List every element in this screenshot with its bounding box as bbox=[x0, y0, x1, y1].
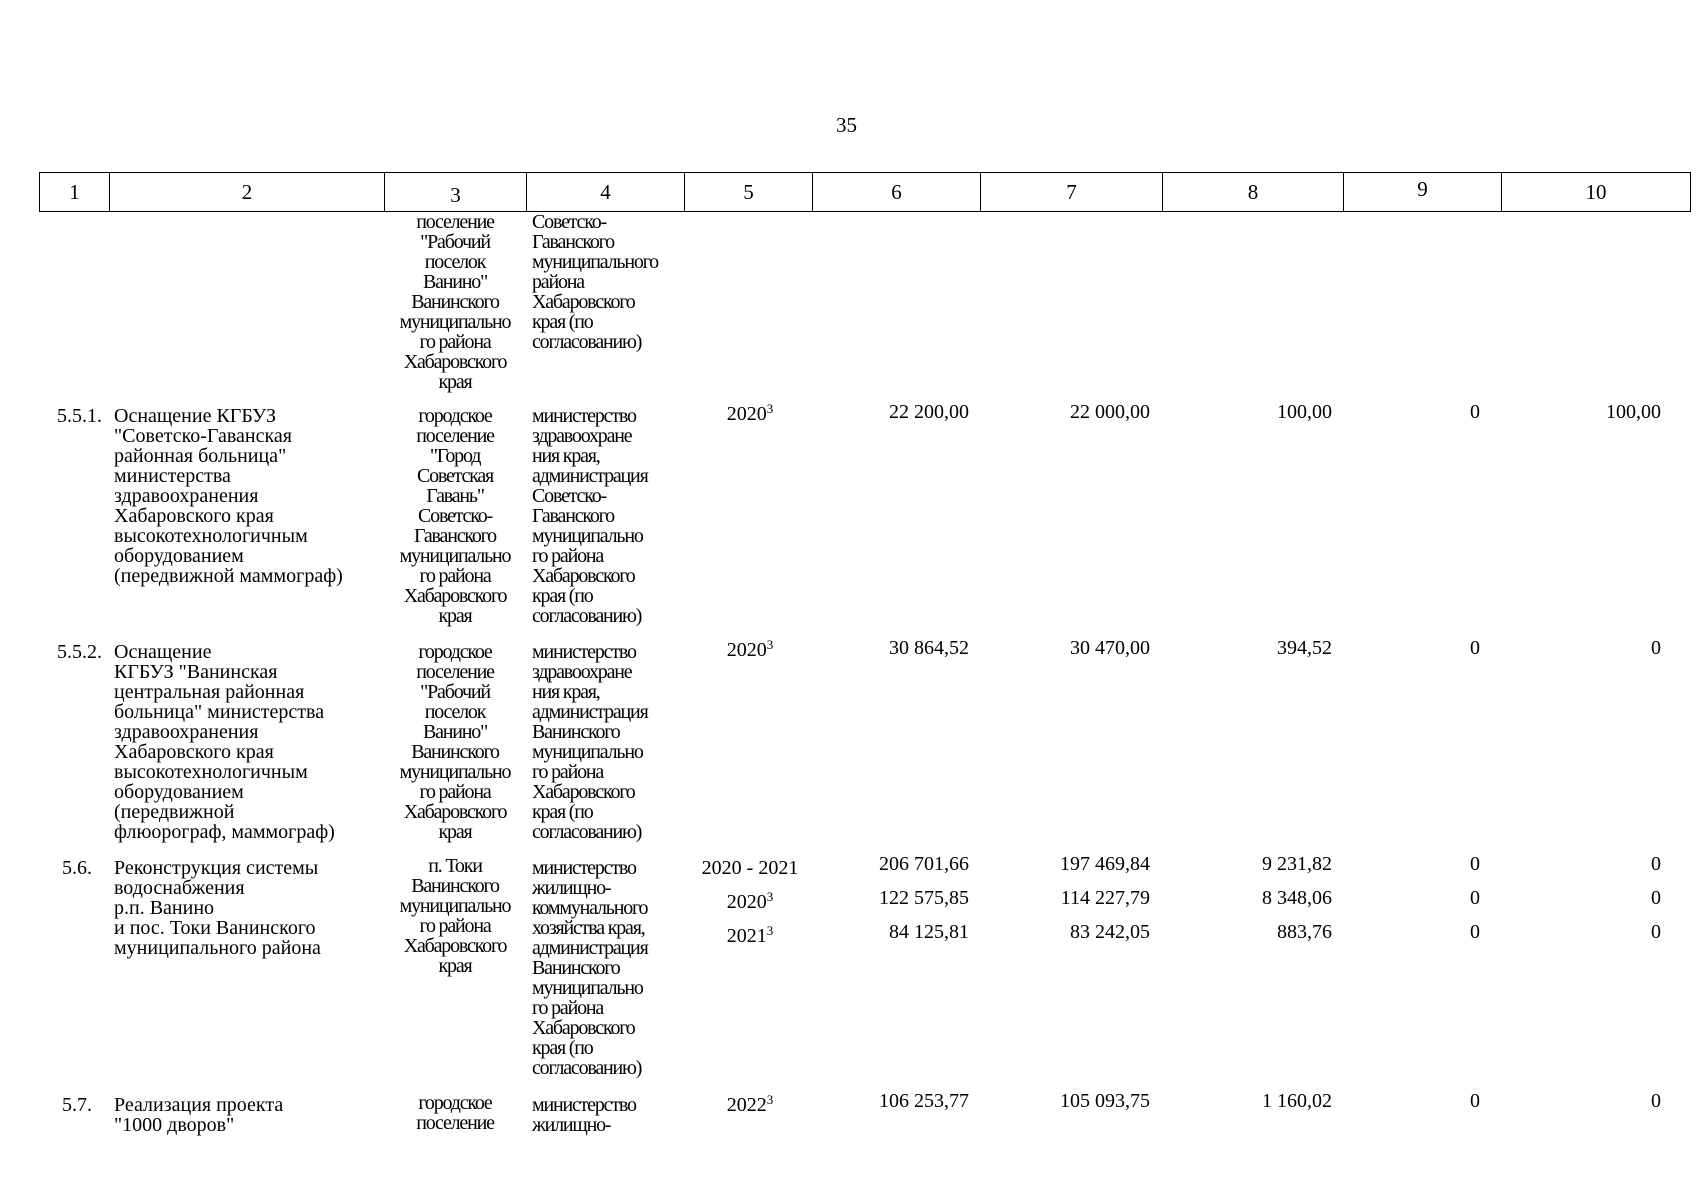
row-name: Реализация проекта "1000 дворов" bbox=[114, 1094, 284, 1136]
continuation-territory: поселение "Рабочий поселок Ванино" Ванинского муниципально го района Хабаровского края bbox=[399, 211, 511, 393]
year-text: 2020 bbox=[726, 403, 767, 425]
row-total: 84 125,81 bbox=[889, 921, 969, 943]
row-total: 122 575,85 bbox=[879, 887, 969, 909]
row-federal: 114 227,79 bbox=[1060, 887, 1150, 909]
row-year bbox=[690, 889, 810, 913]
row-other: 100,00 bbox=[1606, 401, 1661, 423]
row-regional: 8 348,06 bbox=[1262, 887, 1332, 909]
row-other: 0 bbox=[1651, 637, 1661, 659]
row-executor: министерство жилищно- коммунального хозяйства края, администрация Ванинского муниципально го района Хабаровского края (по согласованию) bbox=[532, 857, 648, 1079]
row-municipal: 0 bbox=[1470, 853, 1480, 875]
row-federal: 22 000,00 bbox=[1070, 401, 1150, 423]
row-regional: 9 231,82 bbox=[1262, 853, 1332, 875]
row-year bbox=[690, 637, 810, 661]
header-col-1: 1 bbox=[40, 173, 110, 211]
year-footnote: 3 bbox=[766, 1092, 774, 1107]
continuation-executor: Советско- Гаванского муниципального района Хабаровского края (по согласованию) bbox=[532, 211, 658, 353]
year-text: 2021 bbox=[726, 925, 767, 947]
row-code: 5.6. bbox=[62, 857, 92, 879]
row-federal: 83 242,05 bbox=[1070, 921, 1150, 943]
header-col-7: 7 bbox=[981, 173, 1163, 211]
row-territory: городское поселение bbox=[416, 1092, 494, 1134]
row-code: 5.5.2. bbox=[57, 641, 102, 663]
row-other: 0 bbox=[1651, 853, 1661, 875]
row-other: 0 bbox=[1651, 887, 1661, 909]
page-number: 35 bbox=[836, 113, 857, 137]
row-municipal: 0 bbox=[1470, 887, 1480, 909]
row-year bbox=[690, 923, 810, 947]
header-col-6: 6 bbox=[813, 173, 981, 211]
header-col-5: 5 bbox=[685, 173, 813, 211]
row-federal: 197 469,84 bbox=[1060, 853, 1150, 875]
row-total: 106 253,77 bbox=[879, 1090, 969, 1112]
row-municipal: 0 bbox=[1470, 921, 1480, 943]
row-name: Оснащение КГБУЗ "Советско-Гаванская районная больница" министерства здравоохранения Хабаровского края высокотехнологичным оборудованием (передвижной маммограф) bbox=[114, 405, 343, 587]
year-footnote: 3 bbox=[766, 923, 774, 938]
row-regional: 394,52 bbox=[1277, 637, 1332, 659]
row-other: 0 bbox=[1651, 921, 1661, 943]
year-text: 2022 bbox=[726, 1094, 767, 1116]
row-executor: министерство здравоохране ния края, администрация Ванинского муниципально го района Хабаровского края (по согласованию) bbox=[532, 641, 648, 843]
table-header bbox=[39, 172, 1691, 212]
row-federal: 30 470,00 bbox=[1070, 637, 1150, 659]
year-text: 2020 bbox=[726, 891, 767, 913]
row-code: 5.7. bbox=[62, 1094, 92, 1116]
row-year bbox=[690, 1092, 810, 1116]
year-footnote: 3 bbox=[766, 401, 774, 416]
year-text: 2020 bbox=[726, 639, 767, 661]
row-executor: министерство жилищно- bbox=[532, 1094, 636, 1136]
row-municipal: 0 bbox=[1470, 1090, 1480, 1112]
header-col-2: 2 bbox=[110, 173, 385, 211]
header-col-10: 10 bbox=[1585, 180, 1607, 204]
year-footnote: 3 bbox=[766, 889, 774, 904]
row-regional: 883,76 bbox=[1277, 921, 1332, 943]
header-col-9: 9 bbox=[1344, 173, 1502, 211]
year-footnote: 3 bbox=[766, 637, 774, 652]
row-territory: городское поселение "Город Советская Гавань" Советско- Гаванского муниципально го района Хабаровского края bbox=[399, 405, 511, 627]
row-name: Реконструкция системы водоснабжения р.п. Ванино и пос. Токи Ванинского муниципального района bbox=[114, 857, 321, 959]
row-territory: городское поселение "Рабочий поселок Ванино" Ванинского муниципально го района Хабаровского края bbox=[399, 641, 511, 843]
row-regional: 100,00 bbox=[1277, 401, 1332, 423]
row-municipal: 0 bbox=[1470, 401, 1480, 423]
row-regional: 1 160,02 bbox=[1262, 1090, 1332, 1112]
row-year bbox=[690, 858, 810, 878]
header-col-8: 8 bbox=[1163, 173, 1344, 211]
row-total: 206 701,66 bbox=[879, 853, 969, 875]
row-executor: министерство здравоохране ния края, администрация Советско- Гаванского муниципально го района Хабаровского края (по согласованию) bbox=[532, 405, 648, 627]
header-col-3: 3 bbox=[385, 173, 527, 211]
row-name: Оснащение КГБУЗ "Ванинская центральная районная больница" министерства здравоохранения Хабаровского края высокотехнологичным оборудованием (передвижной флюорограф, маммограф) bbox=[114, 641, 335, 843]
row-total: 22 200,00 bbox=[889, 401, 969, 423]
row-other: 0 bbox=[1651, 1090, 1661, 1112]
row-municipal: 0 bbox=[1470, 637, 1480, 659]
header-col-4: 4 bbox=[527, 173, 685, 211]
row-federal: 105 093,75 bbox=[1060, 1090, 1150, 1112]
row-territory: п. Токи Ванинского муниципально го района Хабаровского края bbox=[399, 855, 511, 977]
row-total: 30 864,52 bbox=[889, 637, 969, 659]
row-code: 5.5.1. bbox=[57, 405, 102, 427]
row-year bbox=[690, 401, 810, 425]
year-text: 2020 - 2021 bbox=[701, 857, 799, 879]
